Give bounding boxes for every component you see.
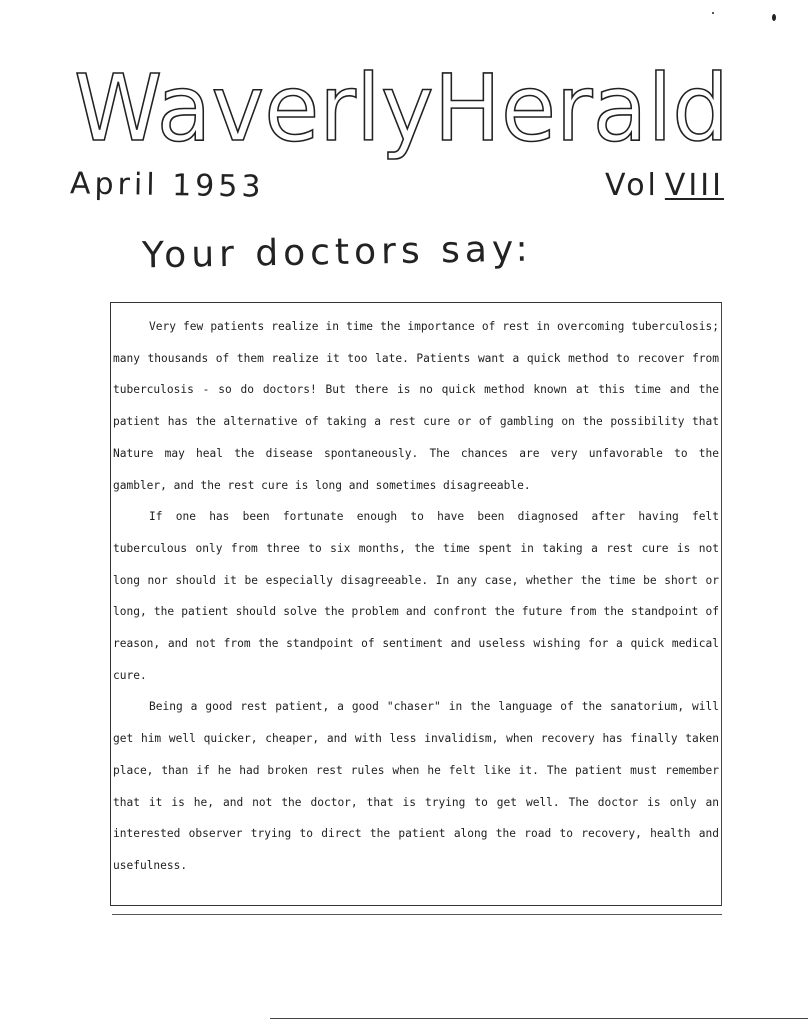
issue-date: April 1953 (69, 166, 265, 205)
scan-speck (712, 12, 714, 14)
box-shadow-rule (112, 914, 722, 915)
volume-label (605, 168, 724, 203)
masthead-title: WaverlyHerald (74, 55, 729, 162)
masthead (74, 22, 734, 162)
volume-prefix: Vol (605, 168, 659, 203)
article-body (113, 311, 719, 882)
volume-number: VIII (664, 168, 724, 203)
article-heading: Your doctors say: (141, 228, 534, 277)
scan-speck (772, 14, 776, 21)
article-paragraph-1: Very few patients realize in time the importance of rest in overcoming tuberculosis; many thousands of them realize it too late. Patients want a quick method to recover from tuberculosis - so do doctors! But there is no quick method known at this time and the patient has the alternative of taking a rest cure or of gambling on the possibility that Nature may heal the disease spontaneously. The chances are very unfavorable to the gambler, and the rest cure is long and sometimes disagreeable. (113, 320, 719, 492)
article-paragraph-3: Being a good rest patient, a good "chaser" in the language of the sanatorium, will get him well quicker, cheaper, and with less invalidism, when recovery has finally taken place, than if he had broken rest rules when he felt like it. The patient must remember that it is he, and not the doctor, that is trying to get well. The doctor is only an interested observer trying to direct the patient along the road to recovery, health and usefulness. (113, 700, 719, 872)
masthead-title-svg (74, 22, 734, 162)
bottom-scan-edge (270, 1018, 808, 1019)
article-paragraph-2: If one has been fortunate enough to have been diagnosed after having felt tuberculous only from three to six months, the time spent in taking a rest cure is not long nor should it be especially disagreeable. In any case, whether the time be short or long, the patient should solve the problem and confront the future from the standpoint of reason, and not from the standpoint of sentiment and useless wishing for a quick medical cure. (113, 510, 719, 682)
